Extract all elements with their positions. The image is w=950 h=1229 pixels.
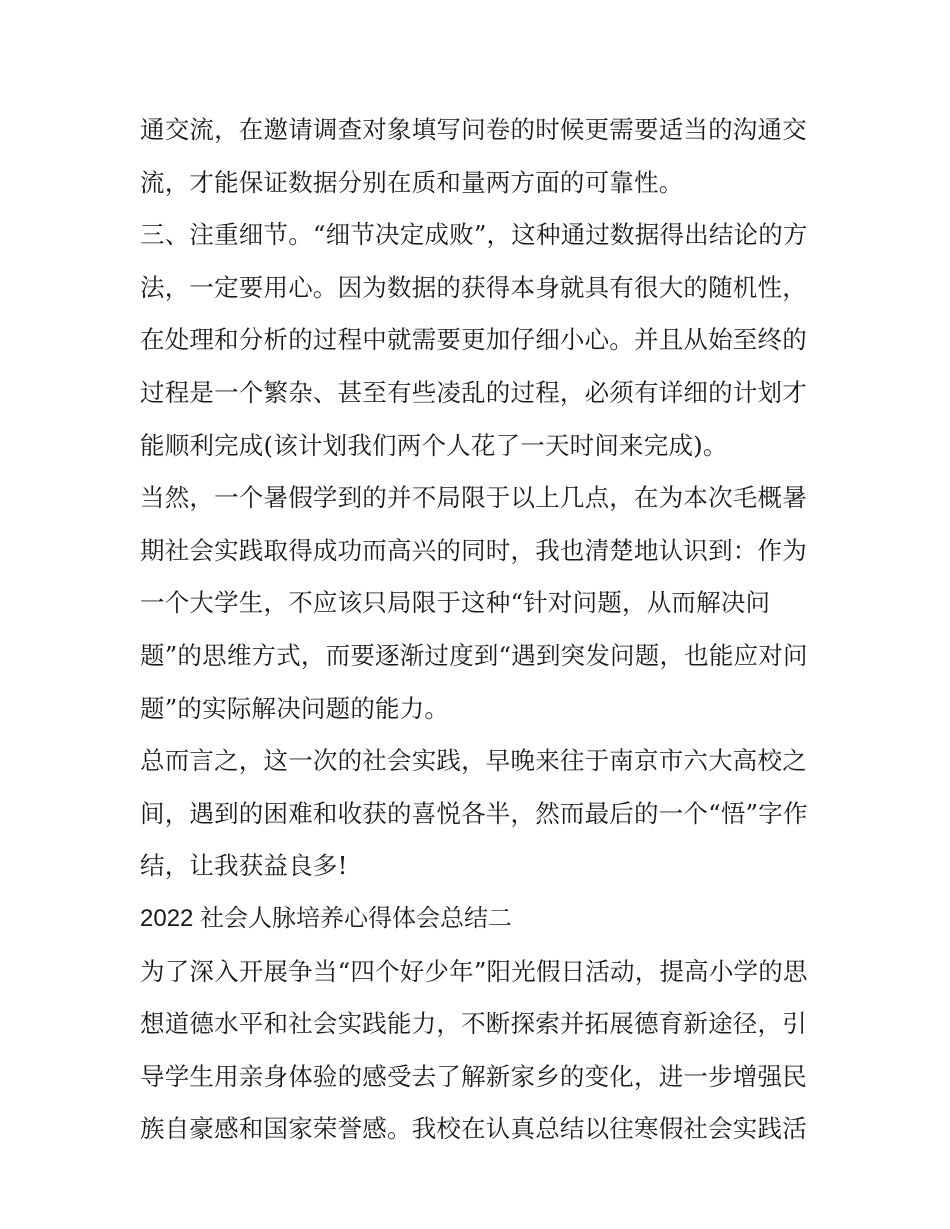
text-line: 为了深入开展争当“四个好少年”阳光假日活动，提高小学的思 <box>140 956 808 986</box>
text-line: 题”的思维方式，而要逐渐过度到“遇到突发问题，也能应对问 <box>140 640 808 670</box>
text-line: 族自豪感和国家荣誉感。我校在认真总结以往寒假社会实践活 <box>140 1114 807 1144</box>
text-line: 当然，一个暑假学到的并不局限于以上几点，在为本次毛概暑 <box>140 483 807 513</box>
document-body <box>140 104 812 1156</box>
text-line: 题”的实际解决问题的能力。 <box>140 693 450 723</box>
text-line: 能顺利完成(该计划我们两个人花了一天时间来完成)。 <box>140 430 728 460</box>
text-line: 一个大学生，不应该只局限于这种“针对问题，从而解决问 <box>140 588 771 618</box>
section-heading: 2022 社会人脉培养心得体会总结二 <box>140 904 513 932</box>
text-line: 想道德水平和社会实践能力，不断探索并拓展德育新途径，引 <box>140 1009 807 1039</box>
text-line: 导学生用亲身体验的感受去了解新家乡的变化，进一步增强民 <box>140 1061 807 1091</box>
text-line: 期社会实践取得成功而高兴的同时，我也清楚地认识到：作为 <box>140 535 807 565</box>
text-line: 总而言之，这一次的社会实践，早晚来往于南京市六大高校之 <box>140 746 807 776</box>
text-line: 通交流，在邀请调查对象填写问卷的时候更需要适当的沟通交 <box>140 115 807 144</box>
text-line: 在处理和分析的过程中就需要更加仔细小心。并且从始至终的 <box>140 325 807 355</box>
text-line: 三、注重细节。“细节决定成败”，这种通过数据得出结论的方 <box>140 220 808 250</box>
text-line: 法，一定要用心。因为数据的获得本身就具有很大的随机性， <box>140 272 807 302</box>
text-line: 过程是一个繁杂、甚至有些凌乱的过程，必须有详细的计划才 <box>140 377 807 407</box>
text-line: 间，遇到的困难和收获的喜悦各半，然而最后的一个“悟”字作 <box>140 798 808 828</box>
text-line: 流，才能保证数据分别在质和量两方面的可靠性。 <box>140 167 684 197</box>
text-line: 结，让我获益良多! <box>140 851 348 881</box>
